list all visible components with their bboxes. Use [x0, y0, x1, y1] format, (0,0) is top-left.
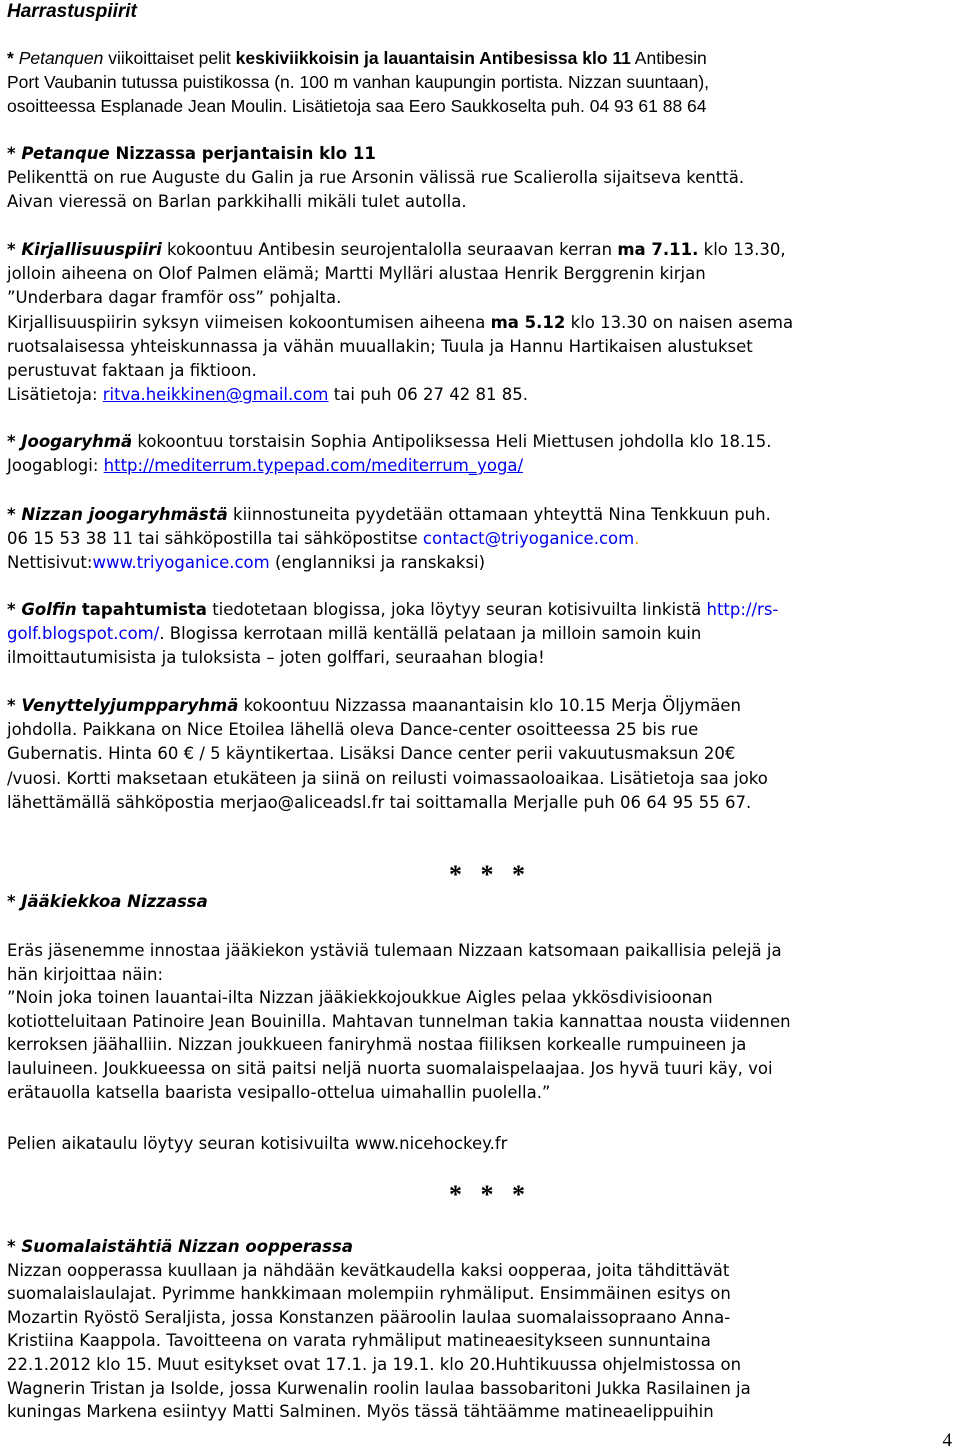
text-line	[7, 430, 952, 454]
text-run: kokoontuu Nizzassa maanantaisin klo 10.15 Merja Öljymäen	[238, 696, 741, 715]
activity-name: Nizzan joogaryhmästä	[21, 505, 228, 524]
text-line: ”Underbara dagar framför oss” pohjalta.	[7, 288, 342, 308]
bullet-star: *	[7, 240, 22, 259]
text-run: kiinnostuneita pyydetään ottamaan yhteyttä Nina Tenkkuun puh.	[227, 505, 771, 524]
hockey-title	[7, 890, 952, 914]
activity-name: Petanque	[21, 144, 110, 163]
text-line	[7, 142, 952, 166]
text-line: 22.1.2012 klo 15. Muut esitykset ovat 17.1. ja 19.1. klo 20.Huhtikuussa ohjelmistossa on	[7, 1354, 742, 1374]
text-line: Gubernatis. Hinta 60 € / 5 käyntikertaa. Lisäksi Dance center perii vakuutusmaksun 20€	[7, 744, 736, 764]
text-line: johdolla. Paikkana on Nice Etoilea lähellä oleva Dance-center osoitteessa 25 bis rue	[7, 720, 699, 740]
email-link-triyoga[interactable]: contact@triyoganice.com	[422, 529, 635, 549]
text-line: Kristiina Kaappola. Tavoitteena on varata ryhmäliput matineaesitykseen sunnuntaina	[7, 1331, 711, 1351]
text-run: . Blogissa kerrotaan millä kentällä pelataan ja milloin samoin kuin	[159, 624, 702, 644]
activity-name: Kirjallisuuspiiri	[21, 240, 162, 259]
section-title-rest: Nizzassa perjantaisin klo 11	[109, 144, 376, 163]
text-line	[7, 454, 952, 478]
text-line	[7, 1235, 952, 1259]
section-petanque-antibes	[7, 46, 952, 119]
activity-name: Petanquen	[18, 48, 104, 68]
section-petanque-nice	[7, 142, 952, 215]
text-run: Nettisivut:	[7, 553, 93, 573]
text-run: Lisätietoja:	[7, 385, 103, 405]
bullet-star: *	[7, 48, 19, 68]
text-run: .	[634, 529, 640, 549]
text-run: klo 13.30,	[698, 240, 786, 259]
section-hockey	[7, 939, 952, 1104]
section-title: * Jääkiekkoa Nizzassa	[7, 892, 208, 911]
text-line: Pelien aikataulu löytyy seuran kotisivuilta www.nicehockey.fr	[7, 1134, 508, 1153]
text-run: klo 13.30 on naisen asema	[565, 312, 794, 332]
text-line: erätauolla katsella baarista vesipallo-ottelua uimahallin puolella.”	[7, 1082, 551, 1102]
text-line	[7, 890, 952, 914]
text-run: (englanniksi ja ranskaksi)	[269, 553, 486, 573]
website-link-triyoga[interactable]: www.triyoganice.com	[92, 553, 270, 573]
text-line: perustuvat faktaan ja fiktioon.	[7, 361, 257, 381]
text-line	[7, 551, 952, 575]
text-line: jolloin aiheena on Olof Palmen elämä; Martti Mylläri alustaa Henrik Berggrenin kirjan	[7, 264, 706, 284]
text-line: lähettämällä sähköpostia merjao@aliceadsl.fr tai soittamalla Merjalle puh 06 64 95 55 67.	[7, 792, 752, 812]
text-line: kerroksen jäähalliin. Nizzan joukkueen faniryhmä nostaa fiiliksen korkealle rumpuineen ja	[7, 1035, 747, 1055]
section-golf	[7, 598, 952, 671]
text-line: Eräs jäsenemme innostaa jääkiekon ystäviä tulemaan Nizzaan katsomaan paikallisia pelejä ja	[7, 941, 782, 960]
bullet-star: *	[7, 505, 22, 524]
text-run: kokoontuu Antibesin seurojentalolla seuraavan kerran	[161, 240, 618, 259]
golf-blog-link[interactable]: http://rs-	[706, 600, 779, 619]
section-literature	[7, 238, 952, 407]
section-nice-yoga	[7, 503, 952, 576]
text-line	[7, 527, 952, 551]
text-run: 06 15 53 38 11 tai sähköpostilla tai sähköpostitse	[7, 529, 423, 549]
text-line	[7, 694, 952, 718]
text-line: Port Vaubanin tutussa puistikossa (n. 100 m vanhan kaupungin portista. Nizzan suuntaan),	[7, 72, 710, 93]
text-line	[7, 503, 952, 527]
golf-blog-link-cont[interactable]: golf.blogspot.com/	[7, 624, 160, 644]
text-line: kotiotteluitaan Patinoire Jean Bouinilla. Mahtavan tunnelman takia kannattaa nousta viidennen	[7, 1011, 791, 1031]
text-line: ruotsalaisessa yhteiskunnassa ja vähän muuallakin; Tuula ja Hannu Hartikaisen alustukset	[7, 336, 753, 356]
text-line: kuningas Markena esiintyy Matti Salminen. Myös tässä tähtäämme matineaelippuihin	[7, 1402, 714, 1422]
bullet-star: *	[7, 696, 22, 715]
text-run: Antibesin	[630, 48, 707, 68]
text-line	[7, 383, 952, 407]
text-line: Aivan vieressä on Barlan parkkihalli mikäli tulet autolla.	[7, 192, 467, 212]
section-title: * Suomalaistähtiä Nizzan oopperassa	[7, 1237, 353, 1256]
meeting-date: ma 5.12	[490, 312, 566, 332]
text-run: Kirjallisuuspiirin syksyn viimeisen kokoontumisen aiheena	[7, 312, 491, 332]
yoga-blog-link[interactable]: http://mediterrum.typepad.com/mediterrum_yoga/	[103, 456, 524, 476]
activity-name: Venyttelyjumpparyhmä	[21, 696, 239, 715]
text-line: ilmoittautumisista ja tuloksista – joten golffari, seuraahan blogia!	[7, 648, 545, 668]
section-yoga	[7, 430, 952, 478]
section-opera	[7, 1235, 952, 1424]
text-line: hän kirjoittaa näin:	[7, 964, 164, 984]
text-line: suomalaislaulajat. Pyrimme hankkimaan molempiin ryhmäliput. Ensimmäinen esitys on	[7, 1284, 731, 1304]
text-run: tai puh 06 27 42 81 85.	[328, 385, 528, 405]
meeting-date: ma 7.11.	[617, 240, 699, 259]
activity-name: Golfin	[21, 600, 77, 619]
section-stretching	[7, 694, 952, 815]
text-line: Pelikenttä on rue Auguste du Galin ja rue Arsonin välissä rue Scalierolla sijaitseva kenttä.	[7, 168, 745, 188]
text-line: osoitteessa Esplanade Jean Moulin. Lisätietoja saa Eero Saukkoselta puh. 04 93 61 88 64	[7, 96, 707, 117]
section-separator: * * *	[449, 1180, 531, 1209]
hockey-schedule	[7, 1132, 952, 1156]
activity-name: Joogaryhmä	[21, 432, 133, 451]
text-line: lauluineen. Joukkueessa on sitä paitsi neljä nuorta suomalaispelaajaa. Jos hyvä tuuri käy, voi	[7, 1058, 773, 1078]
section-separator: * * *	[449, 860, 531, 889]
bullet-star: *	[7, 600, 22, 619]
text-line	[7, 598, 952, 622]
text-line: /vuosi. Kortti maksetaan etukäteen ja siinä on reilusti voimassaoloaikaa. Lisätietoja saa joko	[7, 768, 768, 788]
email-link-ritva[interactable]: ritva.heikkinen@gmail.com	[102, 385, 329, 405]
bullet-star: *	[7, 144, 22, 163]
text-line	[7, 311, 952, 335]
bullet-star: *	[7, 432, 22, 451]
schedule-days: keskiviikkoisin ja lauantaisin Antibesissa klo 11	[235, 48, 631, 68]
golf-event-word: tapahtumista	[81, 600, 207, 619]
text-line: Mozartin Ryöstö Seraljista, jossa Konstanzen pääroolin laulaa suomalaissopraano Anna-	[7, 1307, 731, 1327]
text-line: Wagnerin Tristan ja Isolde, jossa Kurwenalin roolin laulaa bassobaritoni Jukka Rasilainen ja	[7, 1378, 751, 1398]
text-line	[7, 46, 952, 70]
page-title: Harrastuspiirit	[7, 1, 137, 22]
text-line	[7, 238, 952, 262]
page-number: 4	[942, 1430, 952, 1451]
text-line	[7, 622, 952, 646]
text-run: tiedotetaan blogissa, joka löytyy seuran kotisivuilta linkistä	[206, 600, 707, 619]
text-run: kokoontuu torstaisin Sophia Antipoliksessa Heli Miettusen johdolla klo 18.15.	[132, 432, 772, 451]
text-line: Nizzan oopperassa kuullaan ja nähdään kevätkaudella kaksi oopperaa, joita tähdittävät	[7, 1260, 730, 1280]
text-run: Joogablogi:	[7, 456, 104, 476]
text-run: viikoittaiset pelit	[103, 48, 236, 68]
text-line: ”Noin joka toinen lauantai-ilta Nizzan jääkiekkojoukkue Aigles pelaa ykkösdivisioonan	[7, 988, 713, 1008]
